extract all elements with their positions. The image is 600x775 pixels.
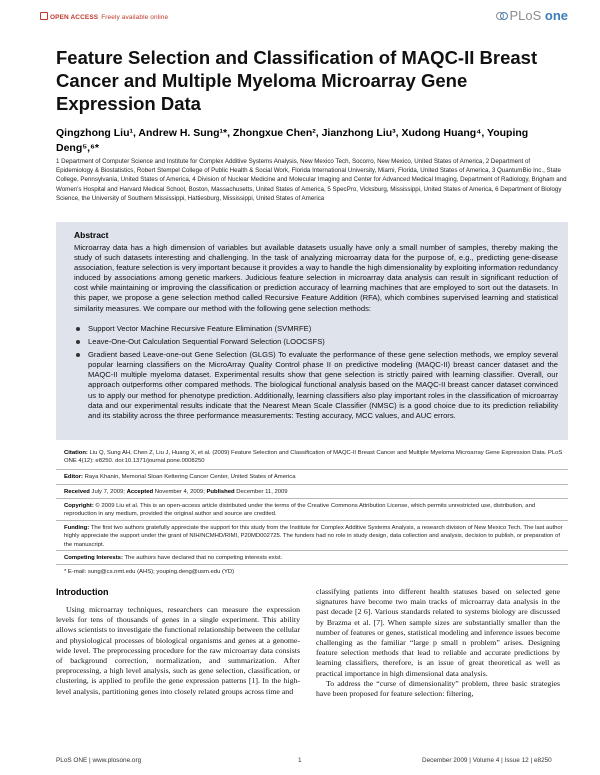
abstract-text: Microarray data has a high dimension of variables but available datasets usually have only a small number of samples, thereby making the study of such datasets interesting and challenging. In the task of analyzing microarray data for the purpose of, e.g., predicting gene-disease association, feature selection is very important because it provides a way to handle the high dimensionality by exploiting information redundancy induced by associations among genetic markers. Judicious feature selection in microarray data analysis can result in significant reduction of cost while maintaining or improving the classification or prediction accuracy of learning machines that are employed to sort out the datasets. In this paper, we propose a gene selection method called Recursive Feature Addition (RFA), which combines supervised learning and statistical similarity measures. We compare our method with the following gene selection methods:	[74, 243, 558, 313]
open-access-badge: OPEN ACCESS Freely available online	[40, 12, 168, 21]
bullet-icon	[76, 327, 80, 331]
logo-plos-text: PLoS	[509, 8, 542, 23]
citation: Citation: Liu Q, Sung AH, Chen Z, Liu J, Huang X, et al. (2009) Feature Selection and Classification of MAQC-II Breast Cancer and Multiple Myeloma Microarray Gene Expression Data. PLoS ONE 4(12): e8250. doi:10.1371/journal.pone.0008250	[64, 450, 563, 465]
affiliations: 1 Department of Computer Science and Institute for Complex Additive Systems Analysis, New Mexico Tech, Socorro, New Mexico, United States of America, 2 Department of Epidemiology & Biostatistics, Robert Stempel College of Public Health & Social Work, Florida International University, Miami, Florida, United States of America, 3 QuantumBio Inc., State College, Pennsylvania, United States of America, 4 Division of Nuclear Medicine and Molecular Imaging and Center for Advanced Medical Imaging, Department of Radiology, Brigham and Women's Hospital and Harvard Medical School, Boston, Massachusetts, United States of America, 5 SpecPro, Vicksburg, Mississippi, United States of America, 6 Department of Biology Science, the University of Southern Mississippi, Hattiesburg, Mississippi, United States of America	[56, 158, 567, 202]
introduction-heading: Introduction	[56, 587, 109, 597]
email-contact: * E-mail: sung@cs.nmt.edu (AHS); youping.deng@usm.edu (YD)	[64, 569, 235, 575]
footer-issue-info: December 2009 | Volume 4 | Issue 12 | e8250	[422, 757, 552, 764]
divider	[56, 484, 568, 485]
abstract-bullet: Leave-One-Out Calculation Sequential Forward Selection (LOOCSFS)	[74, 337, 558, 347]
article-title: Feature Selection and Classification of MAQC-II Breast Cancer and Multiple Myeloma Microarray Gene Expression Data	[56, 47, 538, 114]
divider	[56, 520, 568, 521]
divider	[56, 564, 568, 565]
plos-one-logo	[496, 8, 568, 23]
intro-paragraph: classifying patients into different health statuses based on selected gene signatures have become two main tracks of microarray data analysis in the past decade [2 6]. Various standards related to systems biology are discussed by Brazma et al. [7]. When sample sizes are substantially smaller than the number of features or genes, statistical modeling and inference issues become challenging as the familiar “large p small n problem” arises. Designing feature selection methods that lead to reliable and accurate predictions by learning classifiers, therefore, is an issue of great theoretical as well as practical importance in high dimensional data analysis.	[316, 587, 560, 678]
intro-left-column	[56, 605, 300, 697]
bullet-icon	[76, 353, 80, 357]
intro-right-column	[316, 587, 560, 699]
plos-logo-icon	[496, 11, 508, 21]
footer-page-number: 1	[298, 757, 302, 764]
funding: Funding: The first two authors gratefully appreciate the support for this study from the Institute for Complex Additive Systems Analysis, a research division of New Mexico Tech. The last author highly appreciate the support under the grant of NIH/NCMHD/RIMI, P20MD002725. The funders had no role in study design, data collection and analysis, decision to publish, or preparation of the manuscript.	[64, 525, 563, 548]
open-lock-icon	[40, 12, 48, 20]
abstract-bullet: Gradient based Leave-one-out Gene Selection (GLGS) To evaluate the performance of these gene selection methods, we employ several popular learning classifiers on the MicroArray Quality Control phase II on predictive modeling (MAQC-II) breast cancer dataset and the MAQC-II multiple myeloma dataset. Experimental results show that gene selection is strictly paired with learning classifier. Overall, our approach outperforms other compared methods. The biological functional analysis based on the MAQC-II breast cancer dataset convinced us to apply our method for phenotype prediction. Additionally, learning classifiers also play important roles in the classification of microarray data and our experimental results indicate that the Nearest Mean Scale Classifier (NMSC) is a good choice due to its prediction reliability and its stability across the three performance measurements: Testing accuracy, MCC values, and AUC errors.	[74, 350, 558, 421]
footer-website: www.plosone.org	[92, 757, 142, 764]
footer-journal: PLoS ONE | www.plosone.org	[56, 757, 142, 764]
dates: Received July 7, 2009; Accepted November 4, 2009; Published December 11, 2009	[64, 489, 288, 495]
author-list: Qingzhong Liu¹, Andrew H. Sung¹*, Zhongxue Chen², Jianzhong Liu³, Xudong Huang⁴, Youping Deng⁵,⁶*	[56, 127, 529, 154]
copyright: Copyright: © 2009 Liu et al. This is an open-access article distributed under the terms of the Creative Commons Attribution License, which permits unrestricted use, distribution, and reproduction in any medium, provided the original author and source are credited.	[64, 503, 536, 518]
free-label: Freely available online	[101, 14, 169, 21]
bullet-icon	[76, 340, 80, 344]
competing-interests: Competing Interests: The authors have declared that no competing interests exist.	[64, 555, 283, 561]
editor: Editor: Raya Khanin, Memorial Sloan Kettering Cancer Center, United States of America	[64, 474, 296, 480]
divider	[56, 498, 568, 499]
divider	[56, 550, 568, 551]
intro-paragraph: Using microarray techniques, researchers can measure the expression levels for tens of thousands of genes in a single experiment. This ability allows scientists to investigate the functional relationship between the cellular and physiological processes of biological organisms and genes at a genome-wide level. The preprocessing procedure for the raw microarray data consists of background correction, normalization, and summarization. After preprocessing, a high level analysis, such as gene selection, classification, or clustering, is applied to profile the gene expression patterns [1]. In the high-level analysis, partitioning genes into closely related groups across time and	[56, 605, 300, 696]
abstract-heading: Abstract	[74, 230, 109, 240]
divider	[56, 469, 568, 470]
intro-paragraph: To address the “curse of dimensionality” problem, three basic strategies have been proposed for feature selection: filtering,	[316, 678, 560, 699]
access-label: ACCESS	[70, 14, 99, 21]
logo-one-text: one	[544, 8, 568, 23]
abstract-bullet-list	[74, 324, 558, 424]
abstract-bullet: Support Vector Machine Recursive Feature Elimination (SVMRFE)	[74, 324, 558, 334]
